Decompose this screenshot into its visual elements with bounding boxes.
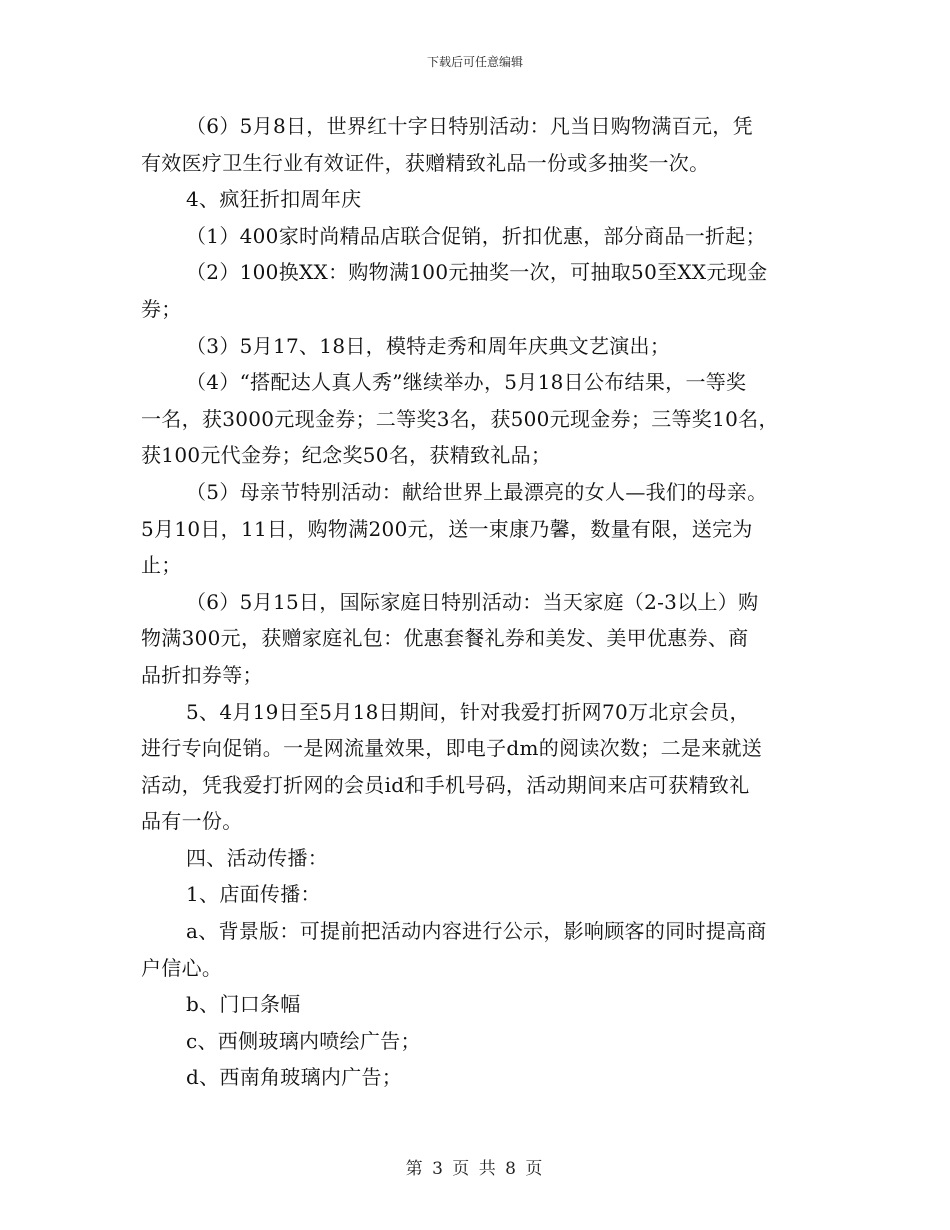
paragraph-line: （2）100换XX：购物满100元抽奖一次，可抽取50至XX元现金 [186,260,768,285]
paragraph-line: （1）400家时尚精品店联合促销，折扣优惠，部分商品一折起； [186,223,766,248]
paragraph-line: （5）母亲节特别活动：献给世界上最漂亮的女人—我们的母亲。 [186,479,768,504]
document-body [141,108,813,1096]
paragraph-line: 券； [141,296,182,321]
paragraph-line: 品有一份。 [141,809,243,834]
paragraph-line: 止； [141,553,182,578]
paragraph-line: c、西侧玻璃内喷绘广告； [186,1028,421,1053]
paragraph-line: 4、疯狂折扣周年庆 [186,187,362,212]
paragraph-line: 有效医疗卫生行业有效证件，获赠精致礼品一份或多抽奖一次。 [141,150,710,175]
paragraph-line: 四、活动传播： [186,845,329,870]
paragraph-line: 获100元代金券；纪念奖50名，获精致礼品； [141,443,552,468]
paragraph-line: 品折扣券等； [141,662,263,687]
paragraph-line: 5月10日，11日，购物满200元，送一束康乃馨，数量有限，送完为 [141,516,753,541]
paragraph-line: 活动，凭我爱打折网的会员id和手机号码，活动期间来店可获精致礼 [141,772,750,797]
paragraph-line: （6）5月15日，国际家庭日特别活动：当天家庭（2-3以上）购 [186,589,759,614]
paragraph-line: 物满300元，获赠家庭礼包：优惠套餐礼券和美发、美甲优惠券、商 [141,626,749,651]
paragraph-line: 户信心。 [141,955,223,980]
paragraph-line: （3）5月17、18日，模特走秀和周年庆典文艺演出； [186,333,671,358]
paragraph-line: a、背景版：可提前把活动内容进行公示，影响顾客的同时提高商 [186,919,767,944]
page-footer: 第 3 页 共 8 页 [405,1159,545,1179]
paragraph-line: 一名，获3000元现金券；二等奖3名，获500元现金券；三等奖10名， [141,406,779,431]
paragraph-line: d、西南角玻璃内广告； [186,1065,403,1090]
paragraph-line: 5、4月19日至5月18日期间，针对我爱打折网70万北京会员， [186,699,750,724]
paragraph-line: （4）“搭配达人真人秀”继续举办，5月18日公布结果，一等奖 [186,370,747,395]
page-header: 下载后可任意编辑 [426,55,523,69]
paragraph-line: 进行专向促销。一是网流量效果，即电子dm的阅读次数；二是来就送 [141,736,763,761]
paragraph-line: （6）5月8日，世界红十字日特别活动：凡当日购物满百元，凭 [186,114,753,138]
paragraph-line: b、门口条幅 [186,992,301,1017]
paragraph-line: 1、店面传播： [186,882,321,907]
